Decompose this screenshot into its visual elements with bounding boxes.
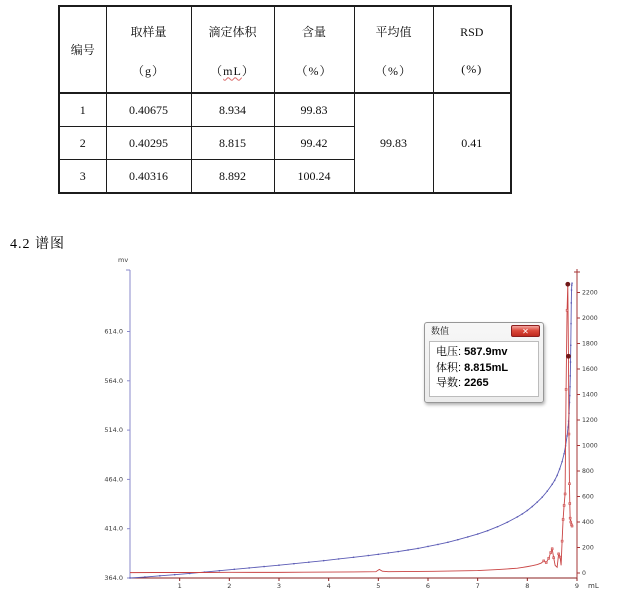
derivative-point (561, 540, 563, 542)
header-unit: (%) (461, 61, 483, 76)
header-unit: （g） (131, 63, 165, 78)
unit-paren-close: ） (241, 63, 255, 78)
unit-paren-open: （ (210, 63, 224, 78)
popup-titlebar (425, 323, 543, 340)
right-axis-tick-label: 2200 (582, 289, 598, 297)
endpoint-marker-dot (565, 282, 570, 287)
voltage-point (263, 566, 264, 567)
popup-row-voltage (436, 345, 532, 361)
popup-row-volume (436, 361, 532, 377)
header-cell-rsd (433, 6, 511, 93)
voltage-point (174, 574, 175, 575)
header-title: RSD (460, 24, 484, 39)
voltage-point (566, 435, 567, 436)
derivative-point (564, 493, 566, 495)
close-button[interactable] (511, 325, 540, 337)
cell-sample-weight: 0.40316 (106, 160, 191, 194)
derivative-point (569, 517, 571, 519)
cell-titration-volume: 8.934 (191, 93, 274, 127)
right-axis-tick-label: 1200 (582, 417, 598, 424)
voltage-point (569, 386, 570, 387)
derivative-point (545, 562, 547, 564)
voltage-point (554, 480, 555, 481)
cell-titration-volume: 8.892 (191, 160, 274, 194)
voltage-point (159, 575, 160, 576)
voltage-point (537, 501, 538, 502)
right-axis-tick-label: 1400 (582, 391, 598, 399)
right-axis-tick-label: 1600 (582, 366, 598, 373)
cell-content: 99.42 (274, 127, 354, 160)
unit-ml: mL (223, 63, 242, 78)
voltage-point (559, 468, 560, 469)
right-axis-tick-label: 200 (582, 544, 594, 552)
popup-title: 数值 (431, 326, 450, 336)
derivative-point (562, 518, 564, 520)
derivative-point (559, 556, 561, 558)
left-axis-tick-label: 464.0 (104, 475, 123, 484)
right-axis-tick-label: 2000 (582, 315, 598, 322)
popup-value: 8.815mL (464, 361, 509, 374)
left-axis-title: mv (118, 256, 129, 264)
voltage-point (561, 461, 562, 462)
header-unit: （%） (295, 63, 333, 78)
cell-sample-weight: 0.40295 (106, 127, 191, 160)
derivative-point (543, 560, 545, 562)
voltage-point (447, 542, 448, 543)
titration-chart (0, 252, 619, 596)
derivative-point (551, 548, 553, 550)
popup-value: 2265 (464, 377, 489, 389)
voltage-point (569, 395, 570, 396)
right-axis-tick-label: 1000 (582, 442, 598, 450)
table-header-row (59, 6, 511, 93)
voltage-point (571, 282, 572, 283)
voltage-point (467, 536, 468, 537)
popup-label: 体积: (436, 361, 462, 374)
derivative-point (569, 503, 571, 505)
voltage-point (388, 552, 389, 553)
popup-body (429, 341, 539, 397)
voltage-point (338, 558, 339, 559)
results-table (58, 5, 512, 194)
left-axis (104, 256, 130, 582)
voltage-point (278, 564, 279, 565)
voltage-point (234, 569, 235, 570)
popup-label: 电压: (436, 346, 462, 358)
voltage-point (532, 506, 533, 507)
voltage-point (570, 345, 571, 346)
cell-content: 100.24 (274, 160, 354, 194)
voltage-point (293, 563, 294, 564)
voltage-point (570, 375, 571, 376)
x-axis-tick-label: 3 (276, 582, 282, 590)
voltage-point (144, 576, 145, 577)
right-axis-tick-label: 600 (582, 493, 594, 501)
cell-titration-volume: 8.815 (191, 127, 274, 160)
value-popup (424, 322, 544, 403)
voltage-point (507, 521, 508, 522)
voltage-point (417, 548, 418, 549)
header-cell-titration-volume (191, 6, 274, 93)
header-title: 滴定体积 (208, 24, 257, 39)
voltage-point (571, 284, 572, 285)
voltage-point (517, 516, 518, 517)
x-axis-tick-label: 4 (326, 582, 331, 590)
cell-average: 99.83 (354, 93, 433, 193)
right-axis-tick-label: 0 (582, 570, 586, 577)
x-axis-tick-label: 6 (425, 582, 431, 590)
x-axis (130, 578, 599, 590)
header-cell-no (59, 6, 106, 93)
voltage-point (570, 361, 571, 362)
table-row (59, 93, 511, 127)
x-axis-tick-label: 5 (376, 582, 381, 590)
derivative-point (563, 504, 565, 506)
header-title: 编号 (70, 43, 95, 57)
voltage-point (368, 555, 369, 556)
header-title: 平均值 (375, 24, 412, 39)
header-title: 取样量 (130, 24, 167, 39)
voltage-point (571, 302, 572, 303)
x-axis-tick-label: 9 (574, 582, 580, 590)
right-axis-tick-label: 1800 (582, 340, 598, 348)
popup-row-derivative (436, 376, 532, 392)
voltage-point (407, 549, 408, 550)
close-icon: ✕ (522, 327, 529, 336)
derivative-point (565, 388, 567, 390)
popup-label: 导数: (436, 377, 462, 389)
header-title: 含量 (301, 24, 326, 39)
right-axis-tick-label: 400 (582, 519, 594, 526)
endpoint-marker-dot (566, 354, 571, 359)
cell-no: 2 (59, 127, 106, 160)
header-unit: （%） (375, 63, 412, 78)
header-cell-average (354, 6, 433, 93)
derivative-point (570, 521, 572, 523)
left-axis-tick-label: 414.0 (104, 524, 123, 533)
header-cell-content (274, 6, 354, 93)
left-axis-tick-label: 564.0 (104, 376, 123, 385)
voltage-point (542, 496, 543, 497)
x-axis-tick-label: 7 (475, 582, 480, 590)
voltage-point (189, 573, 190, 574)
section-heading: 4.2 谱图 (10, 237, 65, 252)
x-axis-tick-label: 2 (227, 582, 232, 590)
left-axis-tick-label: 514.0 (104, 426, 123, 435)
left-axis-tick-label: 364.0 (104, 574, 123, 582)
derivative-point (548, 557, 550, 559)
voltage-point (308, 562, 309, 563)
header-unit (192, 62, 274, 79)
voltage-point (571, 289, 572, 290)
cell-rsd: 0.41 (433, 93, 511, 193)
left-axis-tick-label: 614.0 (104, 327, 123, 336)
derivative-point (566, 309, 568, 311)
voltage-point (497, 526, 498, 527)
cell-no: 3 (59, 160, 106, 194)
voltage-point (522, 513, 523, 514)
x-axis-tick-label: 1 (177, 582, 182, 590)
x-axis-title: mL (588, 582, 599, 590)
header-cell-sample-weight (106, 6, 191, 93)
voltage-point (129, 577, 130, 578)
voltage-point (487, 530, 488, 531)
voltage-point (323, 560, 324, 561)
right-axis-tick-label: 800 (582, 468, 594, 475)
voltage-point (437, 544, 438, 545)
voltage-point (249, 567, 250, 568)
voltage-point (477, 533, 478, 534)
derivative-point (568, 433, 570, 435)
voltage-point (556, 475, 557, 476)
derivative-point (571, 525, 573, 527)
cell-content: 99.83 (274, 93, 354, 127)
right-axis (574, 269, 598, 578)
derivative-point (550, 552, 552, 554)
derivative-point (553, 557, 555, 559)
voltage-point (527, 510, 528, 511)
voltage-point (551, 484, 552, 485)
x-axis-tick-label: 8 (525, 582, 530, 590)
voltage-point (378, 554, 379, 555)
derivative-point (558, 553, 560, 555)
voltage-point (570, 323, 571, 324)
voltage-point (398, 551, 399, 552)
voltage-point (563, 453, 564, 454)
voltage-point (457, 539, 458, 540)
voltage-point (547, 491, 548, 492)
voltage-point (219, 570, 220, 571)
derivative-point (568, 483, 570, 485)
cell-sample-weight: 0.40675 (106, 93, 191, 127)
cell-no: 1 (59, 93, 106, 127)
voltage-point (353, 557, 354, 558)
popup-value: 587.9mv (464, 346, 508, 358)
voltage-point (427, 546, 428, 547)
